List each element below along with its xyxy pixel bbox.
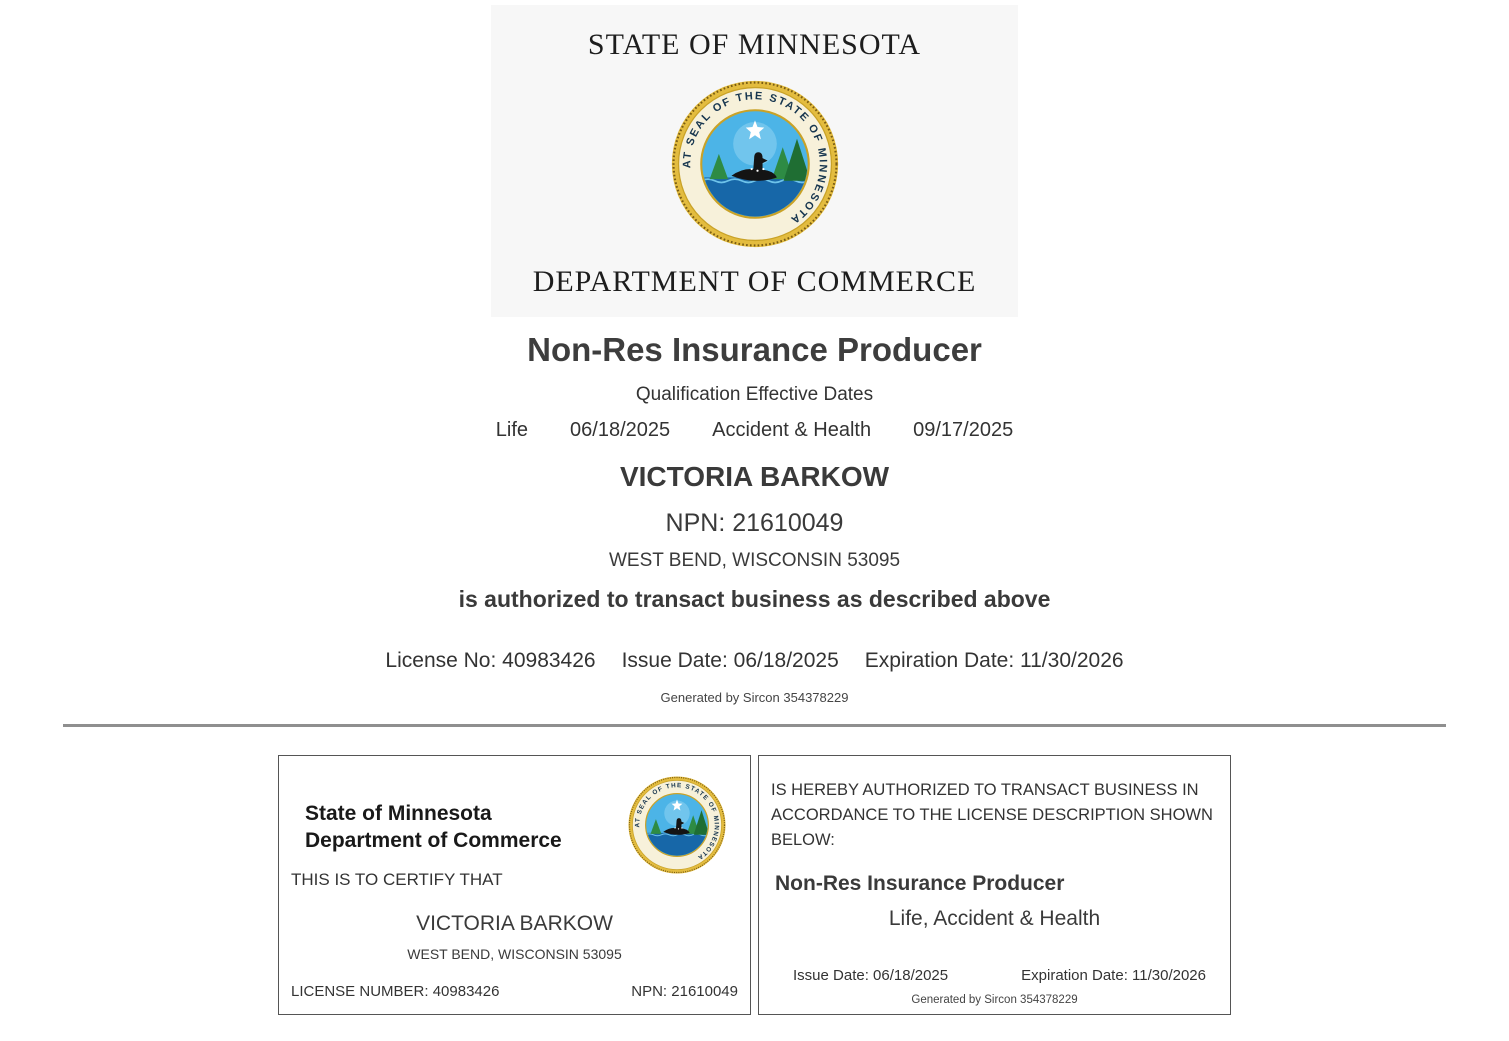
license-type-title: Non-Res Insurance Producer bbox=[527, 331, 982, 368]
card-issue-date: Issue Date: 06/18/2025 bbox=[793, 967, 949, 984]
license-document bbox=[0, 5, 1509, 1015]
authorization-statement: is authorized to transact business as described above bbox=[458, 586, 1051, 612]
license-details-row bbox=[0, 649, 1509, 673]
card-agency-line1: State of Minnesota bbox=[305, 802, 492, 825]
expiration-date: Expiration Date: 11/30/2026 bbox=[864, 649, 1124, 672]
card-agency-name bbox=[305, 800, 562, 854]
card-license-number: LICENSE NUMBER: 40983426 bbox=[291, 983, 500, 1000]
card-id-row bbox=[291, 983, 738, 1000]
qualification-dates-row bbox=[0, 419, 1509, 442]
holder-name: VICTORIA BARKOW bbox=[619, 461, 890, 492]
qualification-name: Life bbox=[495, 419, 529, 441]
card-dates-row bbox=[793, 967, 1206, 984]
wallet-card-front bbox=[278, 755, 751, 1015]
certify-text: THIS IS TO CERTIFY THAT bbox=[291, 870, 503, 889]
card-generated-by-note: Generated by Sircon 354378229 bbox=[911, 994, 1078, 1006]
generated-by-note: Generated by Sircon 354378229 bbox=[660, 690, 849, 705]
npn-number: NPN: 21610049 bbox=[665, 509, 844, 537]
license-number: License No: 40983426 bbox=[385, 649, 596, 672]
card-authorization-text: IS HEREBY AUTHORIZED TO TRANSACT BUSINESS IN ACCORDANCE TO THE LICENSE DESCRIPTION SHOWN BELOW: bbox=[771, 781, 1213, 849]
card-expiration-date: Expiration Date: 11/30/2026 bbox=[1021, 967, 1206, 984]
divider bbox=[63, 724, 1446, 727]
minnesota-state-seal bbox=[671, 80, 839, 248]
wallet-card-back bbox=[758, 755, 1231, 1015]
card-holder-address: WEST BEND, WISCONSIN 53095 bbox=[407, 946, 622, 962]
card-license-type: Non-Res Insurance Producer bbox=[775, 872, 1065, 895]
qualification-heading: Qualification Effective Dates bbox=[635, 384, 874, 405]
wallet-cards bbox=[0, 755, 1509, 1015]
qualification-date: 09/17/2025 bbox=[913, 419, 1014, 441]
state-title: STATE OF MINNESOTA bbox=[587, 28, 922, 61]
card-agency-line2: Department of Commerce bbox=[305, 829, 562, 852]
holder-address: WEST BEND, WISCONSIN 53095 bbox=[608, 550, 901, 571]
qualification-date: 06/18/2025 bbox=[570, 419, 671, 441]
document-header bbox=[491, 5, 1018, 317]
card-qualifications: Life, Accident & Health bbox=[888, 907, 1101, 930]
issue-date: Issue Date: 06/18/2025 bbox=[621, 649, 839, 672]
card-holder-name: VICTORIA BARKOW bbox=[416, 912, 613, 935]
card-npn-number: NPN: 21610049 bbox=[631, 983, 738, 1000]
qualification-name: Accident & Health bbox=[712, 419, 872, 441]
department-title: DEPARTMENT OF COMMERCE bbox=[532, 265, 977, 298]
minnesota-state-seal-small bbox=[628, 776, 726, 874]
